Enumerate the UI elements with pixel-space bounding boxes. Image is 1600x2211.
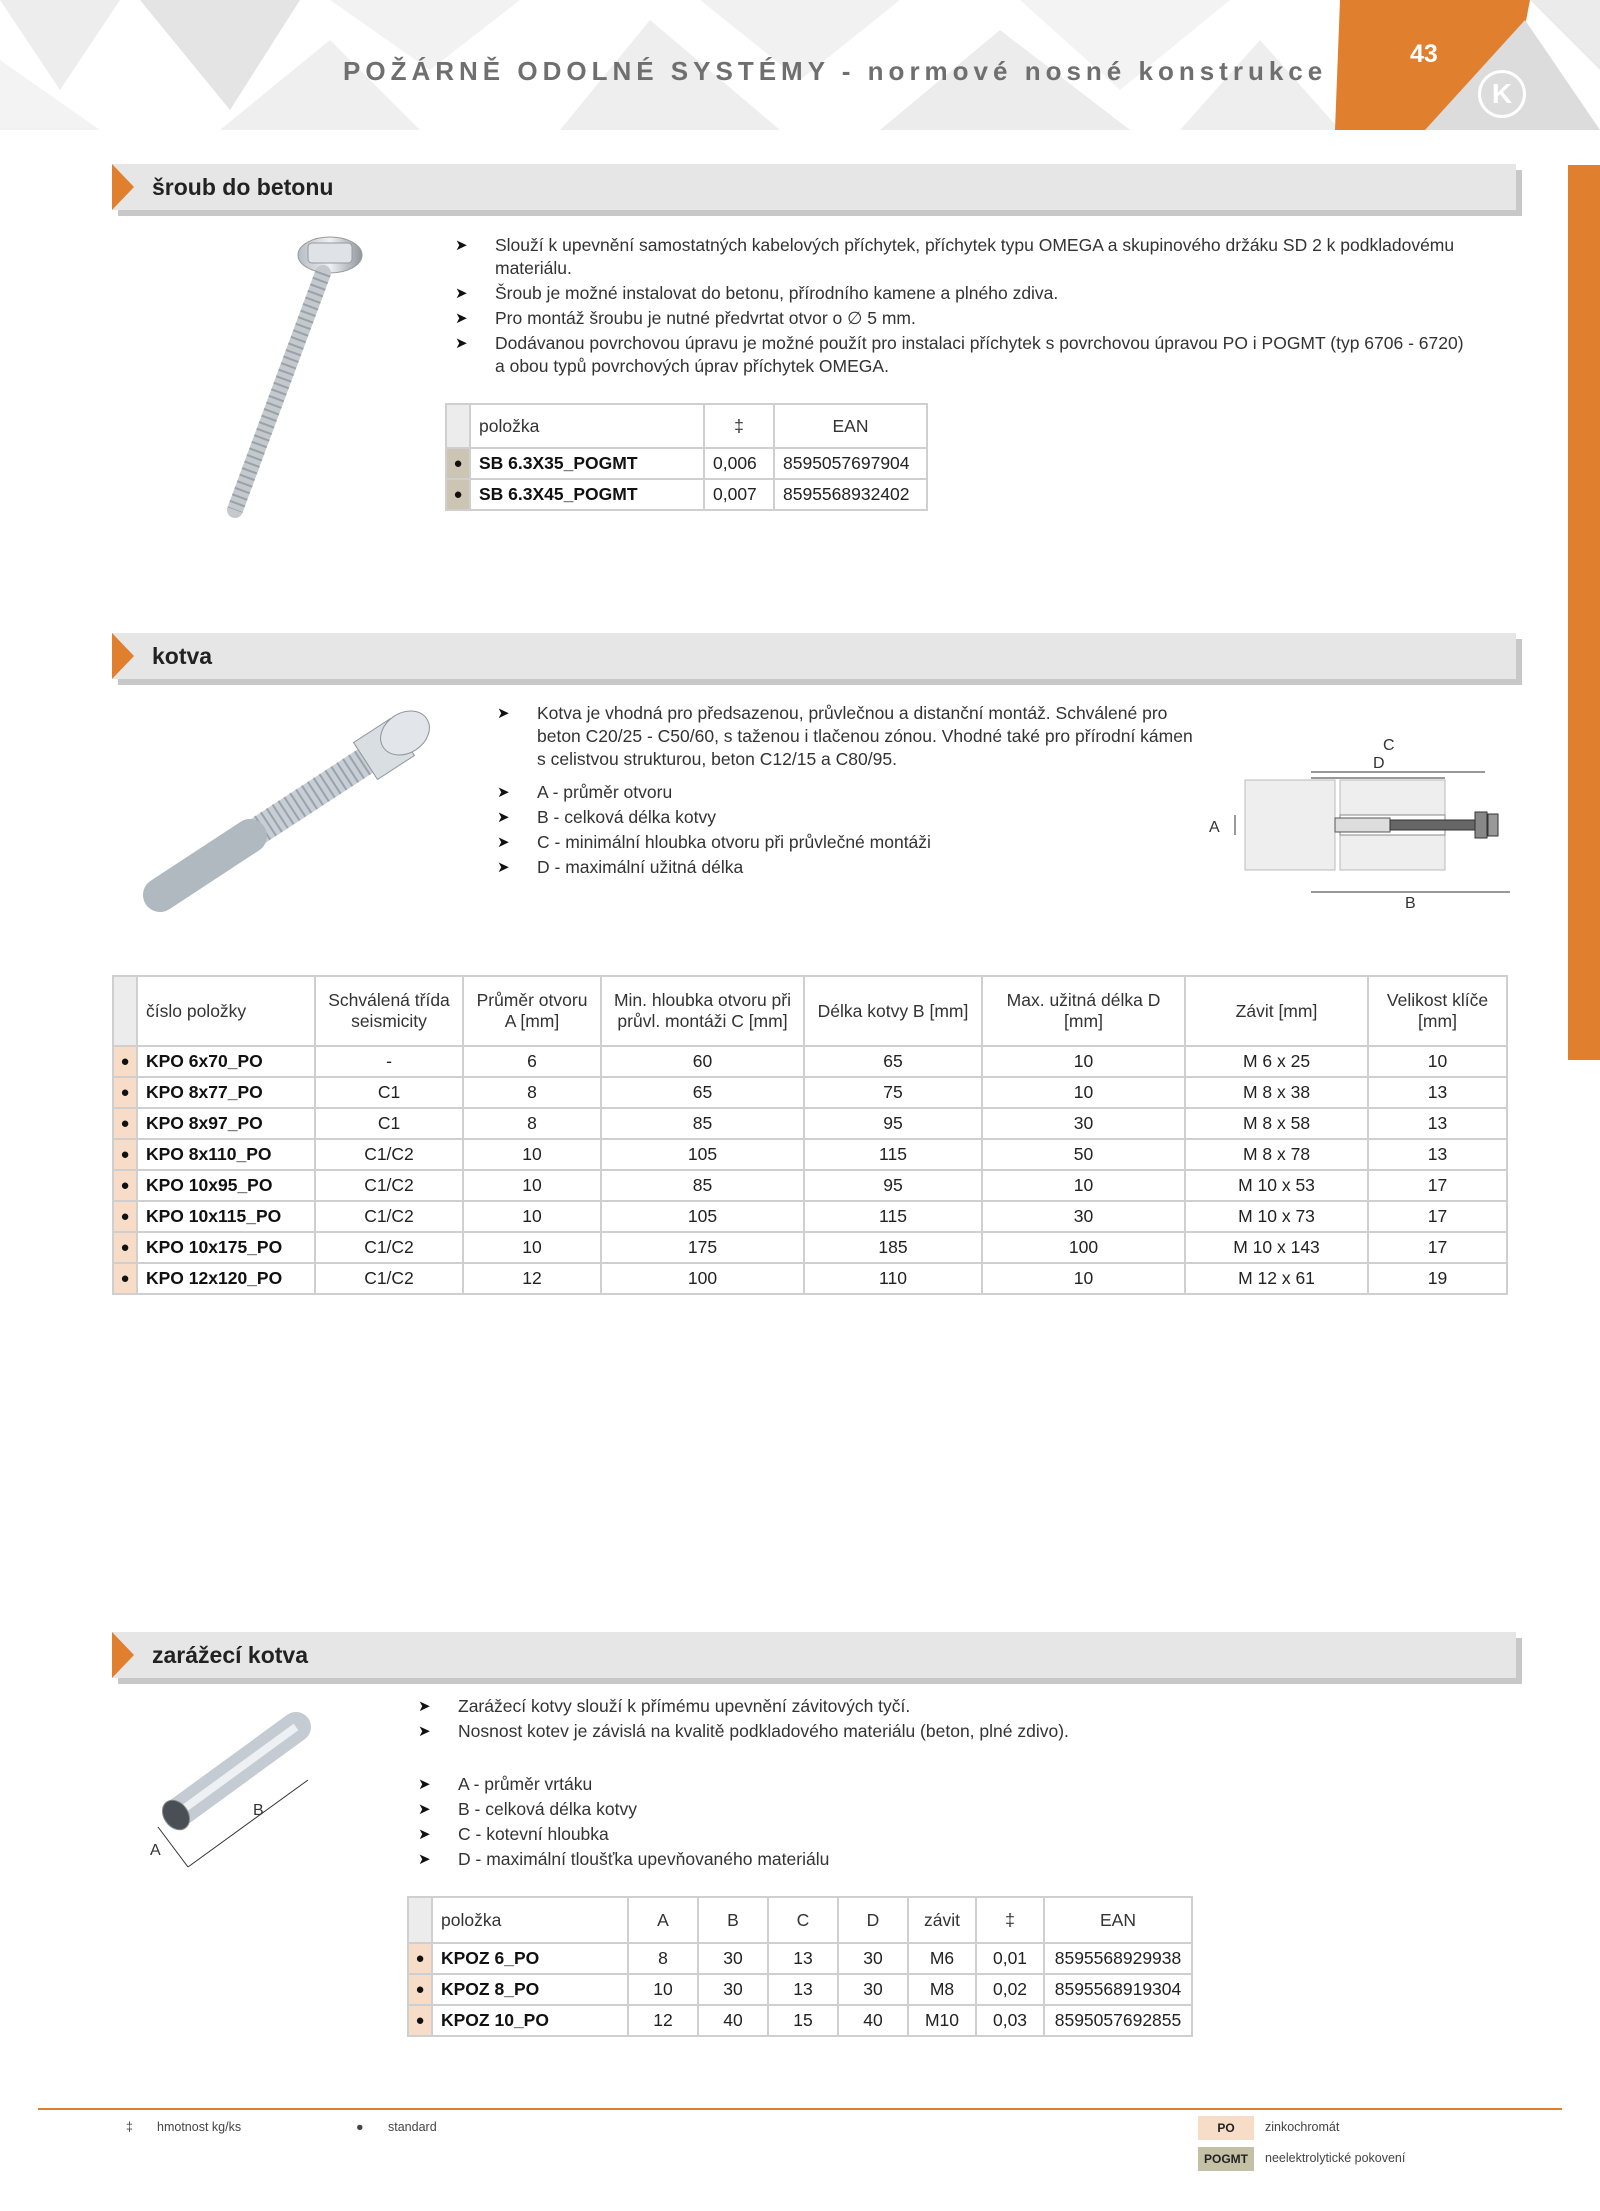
page-title: POŽÁRNĚ ODOLNÉ SYSTÉMY - normové nosné konstrukce [343,56,1328,86]
standard-marker: ● [113,1263,137,1294]
table-cell: 100 [982,1232,1185,1263]
table-cell: C1/C2 [315,1232,463,1263]
table-cell: 13 [768,1974,838,2005]
standard-marker: ● [408,1943,432,1974]
table-cell: 8595568929938 [1044,1943,1192,1974]
table-cell: 0,01 [976,1943,1044,1974]
table-cell: 10 [463,1170,601,1201]
table-cell: M 10 x 73 [1185,1201,1368,1232]
legend-weight-label: hmotnost kg/ks [157,2120,242,2134]
product-code-cell: KPO 8x77_PO [137,1077,315,1108]
standard-marker: ● [113,1108,137,1139]
bullet-item: ➤ Dodávanou povrchovou úpravu je možné použít pro instalaci příchytek s povrchovou úpravou PO i POGMT (typ 6706 - 6720) a obou typů povrchových úprav příchytek OMEGA. [455,332,1475,378]
table-cell: C1/C2 [315,1139,463,1170]
table-cell: 10 [463,1232,601,1263]
table-cell: 185 [804,1232,982,1263]
drop-in-table: položka A B C D závit ‡ EAN ● KPOZ 6_PO 8 30 13 30 M6 0,01 8595568929938 ● KPOZ 8_PO 10 30 13 30 M8 0,02 8595568919304 ● KPOZ 10_PO 12 40 15 40 M10 0,03 8595057692855 [407,1896,1193,2037]
standard-marker: ● [408,2005,432,2036]
bullet-item: ➤ Zarážecí kotvy slouží k přímému upevnění závitových tyčí. [418,1695,1468,1718]
bullet-item: ➤ Pro montáž šroubu je nutné předvrtat otvor o ∅ 5 mm. [455,307,1475,330]
bullet-item: ➤ C - minimální hloubka otvoru při průvlečné montáži [497,831,1197,854]
dim-label-c: C [1383,737,1395,754]
table-row [113,1139,1507,1170]
table-cell: 10 [982,1263,1185,1294]
drop-in-description [418,1695,1468,1873]
table-cell: M 12 x 61 [1185,1263,1368,1294]
table-cell: 30 [698,1943,768,1974]
table-cell: 13 [1368,1108,1507,1139]
product-code-cell: KPO 8x97_PO [137,1108,315,1139]
screw-image [205,225,395,525]
table-cell: 0,03 [976,2005,1044,2036]
table-cell: 115 [804,1139,982,1170]
table-cell: 19 [1368,1263,1507,1294]
standard-marker: ● [408,1974,432,2005]
table-cell: 95 [804,1108,982,1139]
table-cell: 13 [1368,1139,1507,1170]
table-row [408,1974,1192,2005]
table-cell: 105 [601,1201,804,1232]
pogmt-badge: POGMT [1198,2147,1254,2171]
bullet-item: ➤ D - maximální tloušťka upevňovaného materiálu [418,1848,1468,1871]
table-row: ● SB 6.3X45_POGMT 0,007 8595568932402 [446,479,927,510]
bullet-item: ➤ D - maximální užitná délka [497,856,1197,879]
table-row [408,2005,1192,2036]
table-cell: 12 [628,2005,698,2036]
table-cell: 10 [463,1139,601,1170]
table-cell: M 8 x 38 [1185,1077,1368,1108]
table-cell: C1/C2 [315,1170,463,1201]
table-cell: M 8 x 78 [1185,1139,1368,1170]
standard-marker: ● [446,448,470,479]
product-code-cell: KPO 10x175_PO [137,1232,315,1263]
bullet-item: ➤ Šroub je možné instalovat do betonu, přírodního kamene a plného zdiva. [455,282,1475,305]
table-cell: 40 [838,2005,908,2036]
table-cell: 60 [601,1046,804,1077]
table-cell: 105 [601,1139,804,1170]
anchor-table: číslo položky Schválená třída seismicity Průměr otvoru A [mm] Min. hloubka otvoru při průvl. montáži C [mm] Délka kotvy B [mm] Max. užitná délka D [mm] Závit [mm] Velikost klíče [mm] ● KPO 6x70_PO - 6 60 65 10 M 6 x 25 10 ● KPO 8x77_PO C1 8 65 75 10 M 8 x 38 13 ● KPO 8x97_PO C1 8 85 95 30 M 8 x 58 13 ● KPO 8x110_PO C1/C2 10 105 115 50 M 8 x 78 13 ● KPO 10x95_PO C1/C2 10 85 95 10 M 10 x 53 17 ● KPO 10x115_PO C1/C2 10 105 115 30 M 10 x 73 17 ● KPO 10x175_PO C1/C2 10 175 185 100 M 10 x 143 17 ● KPO 12x120_PO C1/C2 12 100 110 10 M 12 x 61 19 [112,975,1508,1295]
table-row [113,1046,1507,1077]
table-cell: 50 [982,1139,1185,1170]
bullet-item: ➤ Kotva je vhodná pro předsazenou, průvlečnou a distanční montáž. Schválené pro beton C20/25 - C50/60, s taženou i tlačenou zónou. Vhodné také pro přírodní kámen s celistvou strukturou, beton C12/15 a C80/95. [497,702,1197,771]
table-cell: M 10 x 143 [1185,1232,1368,1263]
section-header-anchor [112,633,1516,679]
table-cell: 75 [804,1077,982,1108]
table-cell: 30 [838,1943,908,1974]
table-cell: 0,02 [976,1974,1044,2005]
bullet-item: ➤ Slouží k upevnění samostatných kabelových příchytek, příchytek typu OMEGA a skupinového držáku SD 2 k podkladovému materiálu. [455,234,1475,280]
bullet-item: ➤ B - celková délka kotvy [418,1798,1468,1821]
bullet-item: ➤ A - průměr vrtáku [418,1773,1468,1796]
table-cell: M10 [908,2005,976,2036]
table-cell: 65 [804,1046,982,1077]
table-cell: 8595057692855 [1044,2005,1192,2036]
screw-description [455,234,1475,380]
table-cell: - [315,1046,463,1077]
table-cell: 175 [601,1232,804,1263]
bullet-item: ➤ Nosnost kotev je závislá na kvalitě podkladového materiálu (beton, plné zdivo). [418,1720,1468,1743]
table-cell: 10 [982,1046,1185,1077]
table-cell: 85 [601,1108,804,1139]
standard-marker: ● [113,1046,137,1077]
anchor-description [497,702,1197,881]
table-row [113,1108,1507,1139]
table-cell: 8 [628,1943,698,1974]
table-cell: M 10 x 53 [1185,1170,1368,1201]
table-cell: 8 [463,1108,601,1139]
table-cell: 10 [982,1170,1185,1201]
standard-marker: ● [113,1170,137,1201]
table-cell: M 8 x 58 [1185,1108,1368,1139]
standard-marker: ● [446,479,470,510]
table-cell: C1 [315,1108,463,1139]
bullet-item: ➤ C - kotevní hloubka [418,1823,1468,1846]
legend-standard-label: standard [388,2120,437,2134]
arrow-icon [112,633,134,679]
product-code-cell: KPO 10x95_PO [137,1170,315,1201]
pogmt-label: neelektrolytické pokovení [1265,2151,1406,2165]
table-cell: 10 [1368,1046,1507,1077]
brand-logo [1478,70,1526,118]
section-title: kotva [152,643,213,669]
table-cell: 30 [838,1974,908,2005]
table-cell: 17 [1368,1232,1507,1263]
table-cell: C1 [315,1077,463,1108]
table-row: ● SB 6.3X35_POGMT 0,006 8595057697904 [446,448,927,479]
section-title: šroub do betonu [152,174,334,200]
col-header-ean: EAN [774,404,927,448]
legend-standard-symbol: ● [356,2120,364,2134]
po-label: zinkochromát [1265,2120,1340,2134]
dim-label-d: D [1373,755,1385,772]
product-code-cell: KPO 6x70_PO [137,1046,315,1077]
table-cell: 6 [463,1046,601,1077]
table-cell: 30 [982,1108,1185,1139]
standard-marker: ● [113,1201,137,1232]
table-cell: C1/C2 [315,1263,463,1294]
dim-label-a: A [150,1842,161,1859]
arrow-icon [112,164,134,210]
bullet-item: ➤ B - celková délka kotvy [497,806,1197,829]
product-code-cell: KPOZ 10_PO [432,2005,628,2036]
table-cell: M6 [908,1943,976,1974]
table-cell: 115 [804,1201,982,1232]
table-cell: 17 [1368,1201,1507,1232]
table-cell: M8 [908,1974,976,2005]
table-cell: 40 [698,2005,768,2036]
footer-divider [38,2108,1562,2110]
table-cell: 8 [463,1077,601,1108]
standard-marker: ● [113,1232,137,1263]
standard-marker: ● [113,1139,137,1170]
dim-label-b: B [253,1802,264,1819]
arrow-icon [112,1632,134,1678]
table-cell: 13 [1368,1077,1507,1108]
table-cell: 100 [601,1263,804,1294]
table-cell: 30 [698,1974,768,2005]
col-header-weight: ‡ [704,404,774,448]
table-row [113,1201,1507,1232]
table-cell: M 6 x 25 [1185,1046,1368,1077]
table-row [113,1232,1507,1263]
table-row [408,1943,1192,1974]
table-cell: 110 [804,1263,982,1294]
table-cell: 15 [768,2005,838,2036]
dim-label-b: B [1405,895,1416,910]
bullet-item: ➤ A - průměr otvoru [497,781,1197,804]
table-cell: 65 [601,1077,804,1108]
logo-letter: K [1491,78,1513,109]
section-title: zarážecí kotva [152,1642,308,1668]
product-code-cell: KPO 10x115_PO [137,1201,315,1232]
table-cell: 85 [601,1170,804,1201]
page-number: 43 [1410,40,1438,68]
section-header-screw [112,164,1516,210]
table-row [113,1170,1507,1201]
col-header: položka [470,404,704,448]
table-cell: 10 [628,1974,698,2005]
table-cell: C1/C2 [315,1201,463,1232]
product-code-cell: KPOZ 6_PO [432,1943,628,1974]
table-row [113,1263,1507,1294]
table-cell: 10 [463,1201,601,1232]
anchor-image [140,695,460,925]
table-cell: 8595568919304 [1044,1974,1192,2005]
side-accent-bar [1568,165,1600,1060]
standard-marker: ● [113,1077,137,1108]
table-cell: 30 [982,1201,1185,1232]
table-cell: 12 [463,1263,601,1294]
screw-table [445,403,928,511]
product-code-cell: KPO 12x120_PO [137,1263,315,1294]
product-code-cell: KPOZ 8_PO [432,1974,628,2005]
drop-in-anchor-image [128,1695,348,1875]
dim-label-a: A [1209,819,1220,836]
table-cell: 17 [1368,1170,1507,1201]
anchor-dimension-diagram [1195,730,1525,910]
product-code-cell: KPO 8x110_PO [137,1139,315,1170]
table-cell: 13 [768,1943,838,1974]
po-badge: PO [1198,2116,1254,2140]
table-row [113,1077,1507,1108]
legend-weight-symbol: ‡ [126,2120,133,2134]
section-header-drop-in [112,1632,1516,1678]
table-cell: 95 [804,1170,982,1201]
table-cell: 10 [982,1077,1185,1108]
